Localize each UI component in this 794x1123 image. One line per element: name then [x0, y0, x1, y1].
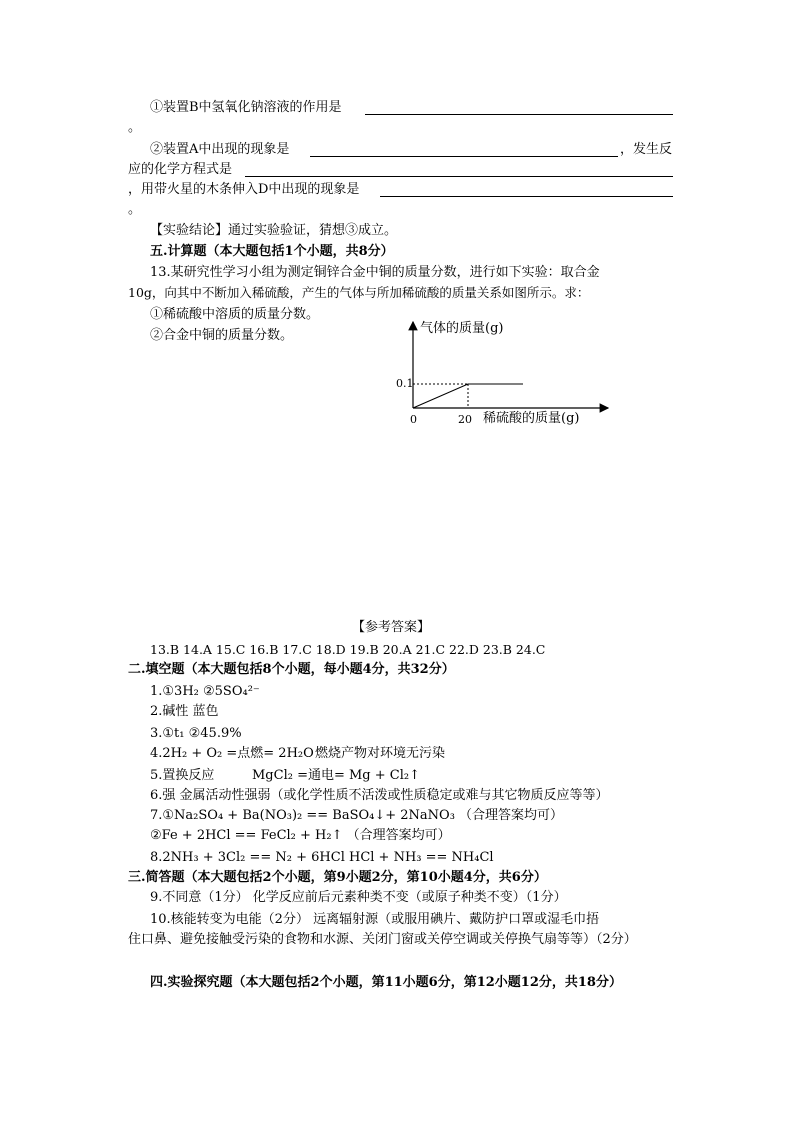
q1-answer-blank [365, 114, 673, 115]
gas-mass-chart [380, 312, 630, 432]
q13-line2: 10g，向其中不断加入稀硫酸，产生的气体与所加稀硫酸的质量关系如图所示。求： [128, 285, 590, 300]
q2-answer-blank-2 [245, 176, 673, 177]
answer-10-line1: 10.核能转变为电能（2分） 远离辐射源（或服用碘片、戴防护口罩或湿毛巾捂 [150, 912, 600, 927]
q2-period: 。 [128, 202, 142, 217]
answer-1: 1.①3H₂ ②5SO₄²⁻ [150, 684, 260, 699]
q13-line1: 13.某研究性学习小组为测定铜锌合金中铜的质量分数，进行如下实验：取合金 [150, 265, 600, 280]
answer-7-2: ②Fe + 2HCl == FeCl₂ + H₂↑ （合理答案均可） [150, 828, 451, 843]
section4-title: 四.实验探究题（本大题包括2个小题，第11小题6分，第12小题12分，共18分） [150, 975, 622, 990]
q2-suffix: ，发生反 [620, 142, 673, 157]
x-tick-label: 20 [458, 413, 472, 426]
q13-sub1: ①稀硫酸中溶质的质量分数。 [150, 307, 320, 322]
answer-4-note: 燃烧产物对环境无污染 [315, 746, 446, 761]
q1-period: 。 [128, 120, 142, 135]
answer-10-line2: 住口鼻、避免接触受污染的食物和水源、关闭门窗或关停空调或关停换气扇等等）（2分） [128, 932, 637, 947]
q2-text: ②装置A中出现的现象是 [150, 142, 290, 157]
answers-title: 【参考答案】 [352, 620, 431, 635]
q2-line2: 应的化学方程式是 [128, 162, 233, 177]
answer-4-equation: 4.2H₂ + O₂ =点燃= 2H₂O [150, 746, 314, 761]
q1-text: ①装置B中氢氧化钠溶液的作用是 [150, 100, 342, 115]
answer-7-1: 7.①Na₂SO₄ + Ba(NO₃)₂ == BaSO₄↓+ 2NaNO₃ （合理答案均可） [150, 808, 564, 823]
choice-answers: 13.B 14.A 15.C 16.B 17.C 18.D 19.B 20.A 21.C 22.D 23.B 24.C [150, 642, 546, 657]
y-axis-label: 气体的质量(g) [420, 321, 504, 336]
q13-sub2: ②合金中铜的质量分数。 [150, 328, 294, 343]
answer-6: 6.强 金属活动性强弱（或化学性质不活泼或性质稳定或难与其它物质反应等等） [150, 788, 609, 803]
section5-title: 五.计算题（本大题包括1个小题，共8分） [150, 244, 394, 259]
answer-3: 3.①t₁ ②45.9% [150, 726, 242, 741]
section3-title: 三.简答题（本大题包括2个小题，第9小题2分，第10小题4分，共6分） [128, 870, 547, 885]
q2-line3: ，用带火星的木条伸入D中出现的现象是 [128, 182, 360, 197]
answer-5-equation: MgCl₂ =通电= Mg + Cl₂↑ [252, 768, 420, 783]
answer-8: 8.2NH₃ + 3Cl₂ == N₂ + 6HCl HCl + NH₃ == NH₄Cl [150, 850, 494, 865]
q2-answer-blank-3 [380, 196, 673, 197]
conclusion: 【实验结论】通过实验验证，猜想③成立。 [150, 223, 398, 238]
answer-9: 9.不同意（1分） 化学反应前后元素种类不变（或原子种类不变）（1分） [150, 890, 567, 905]
origin-label: 0 [410, 413, 417, 426]
section2-title: 二.填空题（本大题包括8个小题，每小题4分，共32分） [128, 662, 455, 677]
answer-2: 2.碱性 蓝色 [150, 704, 219, 719]
x-axis-label: 稀硫酸的质量(g) [483, 411, 580, 426]
q2-answer-blank-1 [310, 156, 618, 157]
y-tick-label: 0.1 [396, 377, 414, 390]
answer-5-type: 5.置换反应 [150, 768, 215, 783]
